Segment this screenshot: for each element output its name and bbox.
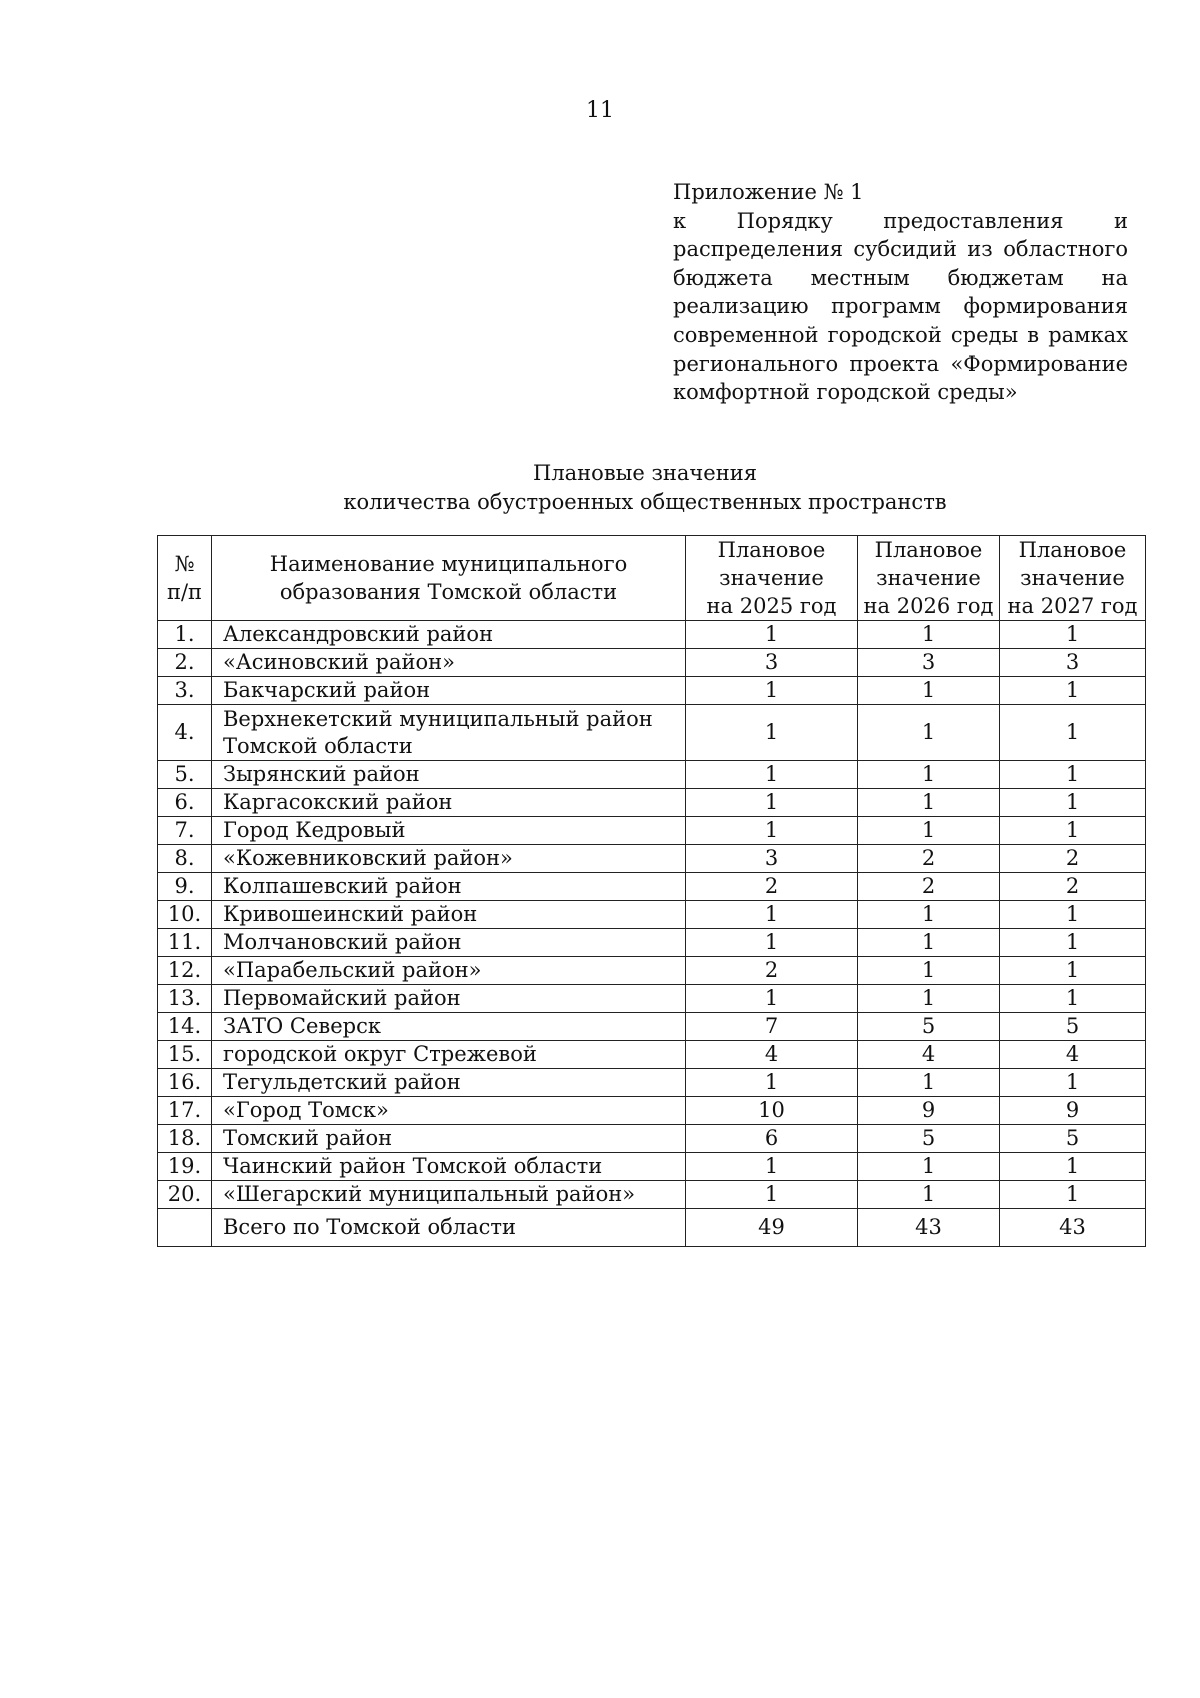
plan-values-table	[157, 535, 1146, 1247]
table-row	[158, 1181, 1146, 1209]
row-value-2027: 1	[1000, 957, 1146, 985]
row-municipality: «Асиновский район»	[212, 649, 686, 677]
row-number: 16.	[158, 1069, 212, 1097]
table-row	[158, 1013, 1146, 1041]
table-row	[158, 621, 1146, 649]
row-value-2025: 1	[686, 705, 858, 761]
total-label: Всего по Томской области	[212, 1209, 686, 1247]
appendix-text: к Порядку предоставления и распределения субсидий из областного бюджета местным бюджетам на реализацию программ формирования современной городской среды в рамках регионального проекта «Формирование комфортной городской среды»	[673, 208, 1128, 405]
row-value-2025: 7	[686, 1013, 858, 1041]
header-2026	[858, 536, 1000, 621]
row-value-2026: 1	[858, 957, 1000, 985]
table-header	[158, 536, 1146, 621]
row-value-2025: 1	[686, 901, 858, 929]
row-municipality: Колпашевский район	[212, 873, 686, 901]
header-2026-line-3: на 2026 год	[863, 594, 994, 618]
row-value-2025: 6	[686, 1125, 858, 1153]
row-value-2026: 2	[858, 873, 1000, 901]
row-number: 17.	[158, 1097, 212, 1125]
table-row	[158, 817, 1146, 845]
table-title	[0, 459, 1200, 517]
row-municipality: Александровский район	[212, 621, 686, 649]
row-number: 20.	[158, 1181, 212, 1209]
header-num-line-1: №	[174, 552, 195, 576]
row-municipality: ЗАТО Северск	[212, 1013, 686, 1041]
row-value-2027: 9	[1000, 1097, 1146, 1125]
row-number: 18.	[158, 1125, 212, 1153]
table-title-line-2: количества обустроенных общественных пространств	[343, 490, 947, 514]
row-value-2026: 1	[858, 929, 1000, 957]
total-row-number	[158, 1209, 212, 1247]
row-number: 14.	[158, 1013, 212, 1041]
row-number: 6.	[158, 789, 212, 817]
row-value-2027: 3	[1000, 649, 1146, 677]
row-value-2025: 1	[686, 761, 858, 789]
table-row	[158, 1041, 1146, 1069]
header-num-line-2: п/п	[166, 580, 203, 604]
row-value-2025: 1	[686, 929, 858, 957]
row-municipality-line-1: Верхнекетский муниципальный район	[223, 706, 653, 731]
row-municipality: «Город Томск»	[212, 1097, 686, 1125]
row-municipality: Тегульдетский район	[212, 1069, 686, 1097]
row-number: 1.	[158, 621, 212, 649]
table-row	[158, 761, 1146, 789]
row-value-2025: 10	[686, 1097, 858, 1125]
row-value-2025: 1	[686, 817, 858, 845]
header-2027-line-2: значение	[1020, 566, 1125, 590]
row-number: 2.	[158, 649, 212, 677]
row-value-2025: 3	[686, 649, 858, 677]
row-value-2027: 1	[1000, 1153, 1146, 1181]
row-value-2026: 1	[858, 705, 1000, 761]
row-value-2025: 1	[686, 1069, 858, 1097]
row-value-2026: 2	[858, 845, 1000, 873]
table-row	[158, 873, 1146, 901]
total-value-2027: 43	[1000, 1209, 1146, 1247]
header-2025-line-1: Плановое	[717, 538, 826, 562]
appendix-title: Приложение № 1	[673, 180, 864, 204]
row-value-2027: 1	[1000, 1181, 1146, 1209]
page-number: 11	[586, 98, 614, 123]
table-row	[158, 1153, 1146, 1181]
header-2027-line-3: на 2027 год	[1007, 594, 1138, 618]
row-number: 10.	[158, 901, 212, 929]
row-value-2027: 1	[1000, 677, 1146, 705]
table-row	[158, 649, 1146, 677]
row-value-2026: 1	[858, 1069, 1000, 1097]
row-value-2027: 1	[1000, 901, 1146, 929]
table-row	[158, 929, 1146, 957]
row-number: 8.	[158, 845, 212, 873]
row-value-2025: 3	[686, 845, 858, 873]
row-value-2026: 1	[858, 789, 1000, 817]
table-row	[158, 1097, 1146, 1125]
row-municipality: Город Кедровый	[212, 817, 686, 845]
row-municipality: Кривошеинский район	[212, 901, 686, 929]
row-number: 19.	[158, 1153, 212, 1181]
total-value-2026: 43	[858, 1209, 1000, 1247]
row-value-2025: 1	[686, 677, 858, 705]
appendix-block	[673, 178, 1128, 407]
row-municipality: «Парабельский район»	[212, 957, 686, 985]
row-value-2026: 1	[858, 901, 1000, 929]
row-municipality-line-2: Томской области	[223, 733, 413, 758]
row-value-2026: 1	[858, 761, 1000, 789]
row-number: 15.	[158, 1041, 212, 1069]
row-number: 7.	[158, 817, 212, 845]
row-value-2027: 1	[1000, 817, 1146, 845]
row-value-2025: 1	[686, 1153, 858, 1181]
row-municipality: городской округ Стрежевой	[212, 1041, 686, 1069]
row-number: 11.	[158, 929, 212, 957]
header-2027	[1000, 536, 1146, 621]
table-row	[158, 789, 1146, 817]
row-value-2027: 1	[1000, 1069, 1146, 1097]
table-row	[158, 705, 1146, 761]
header-2025	[686, 536, 858, 621]
table-header-row	[158, 536, 1146, 621]
row-value-2026: 5	[858, 1125, 1000, 1153]
row-value-2026: 1	[858, 677, 1000, 705]
row-value-2025: 1	[686, 985, 858, 1013]
row-value-2027: 1	[1000, 985, 1146, 1013]
header-2026-line-2: значение	[876, 566, 981, 590]
row-value-2027: 2	[1000, 873, 1146, 901]
row-value-2027: 1	[1000, 929, 1146, 957]
table-row	[158, 1069, 1146, 1097]
table-row	[158, 677, 1146, 705]
row-municipality: «Шегарский муниципальный район»	[212, 1181, 686, 1209]
row-municipality: Бакчарский район	[212, 677, 686, 705]
table-row	[158, 901, 1146, 929]
table-total-row	[158, 1209, 1146, 1247]
row-value-2025: 4	[686, 1041, 858, 1069]
row-number: 4.	[158, 705, 212, 761]
row-value-2026: 5	[858, 1013, 1000, 1041]
header-name-line-1: Наименование муниципального	[269, 552, 628, 576]
row-number: 9.	[158, 873, 212, 901]
row-value-2027: 5	[1000, 1125, 1146, 1153]
header-2025-line-3: на 2025 год	[706, 594, 837, 618]
table-row	[158, 845, 1146, 873]
row-number: 5.	[158, 761, 212, 789]
header-2027-line-1: Плановое	[1018, 538, 1127, 562]
header-2026-line-1: Плановое	[874, 538, 983, 562]
header-2025-line-2: значение	[719, 566, 824, 590]
row-value-2026: 1	[858, 1153, 1000, 1181]
row-value-2025: 1	[686, 621, 858, 649]
row-municipality	[212, 705, 686, 761]
row-value-2025: 2	[686, 873, 858, 901]
row-municipality: Молчановский район	[212, 929, 686, 957]
row-value-2027: 1	[1000, 621, 1146, 649]
row-value-2025: 2	[686, 957, 858, 985]
row-number: 3.	[158, 677, 212, 705]
row-number: 13.	[158, 985, 212, 1013]
row-value-2027: 5	[1000, 1013, 1146, 1041]
header-name-line-2: образования Томской области	[279, 580, 618, 604]
total-value-2025: 49	[686, 1209, 858, 1247]
table-row	[158, 957, 1146, 985]
row-value-2026: 1	[858, 1181, 1000, 1209]
header-num	[158, 536, 212, 621]
row-value-2025: 1	[686, 789, 858, 817]
row-value-2026: 9	[858, 1097, 1000, 1125]
row-value-2027: 2	[1000, 845, 1146, 873]
row-value-2026: 1	[858, 621, 1000, 649]
header-name	[212, 536, 686, 621]
row-value-2026: 3	[858, 649, 1000, 677]
row-municipality: Зырянский район	[212, 761, 686, 789]
row-value-2027: 1	[1000, 789, 1146, 817]
row-value-2027: 1	[1000, 705, 1146, 761]
row-value-2027: 4	[1000, 1041, 1146, 1069]
row-municipality: «Кожевниковский район»	[212, 845, 686, 873]
row-municipality: Первомайский район	[212, 985, 686, 1013]
row-number: 12.	[158, 957, 212, 985]
row-value-2026: 1	[858, 985, 1000, 1013]
row-value-2025: 1	[686, 1181, 858, 1209]
table-row	[158, 985, 1146, 1013]
row-municipality: Каргасокский район	[212, 789, 686, 817]
row-value-2026: 4	[858, 1041, 1000, 1069]
row-municipality: Томский район	[212, 1125, 686, 1153]
row-value-2027: 1	[1000, 761, 1146, 789]
row-value-2026: 1	[858, 817, 1000, 845]
table-row	[158, 1125, 1146, 1153]
table-body	[158, 621, 1146, 1247]
row-municipality: Чаинский район Томской области	[212, 1153, 686, 1181]
table-title-line-1: Плановые значения	[533, 461, 757, 485]
